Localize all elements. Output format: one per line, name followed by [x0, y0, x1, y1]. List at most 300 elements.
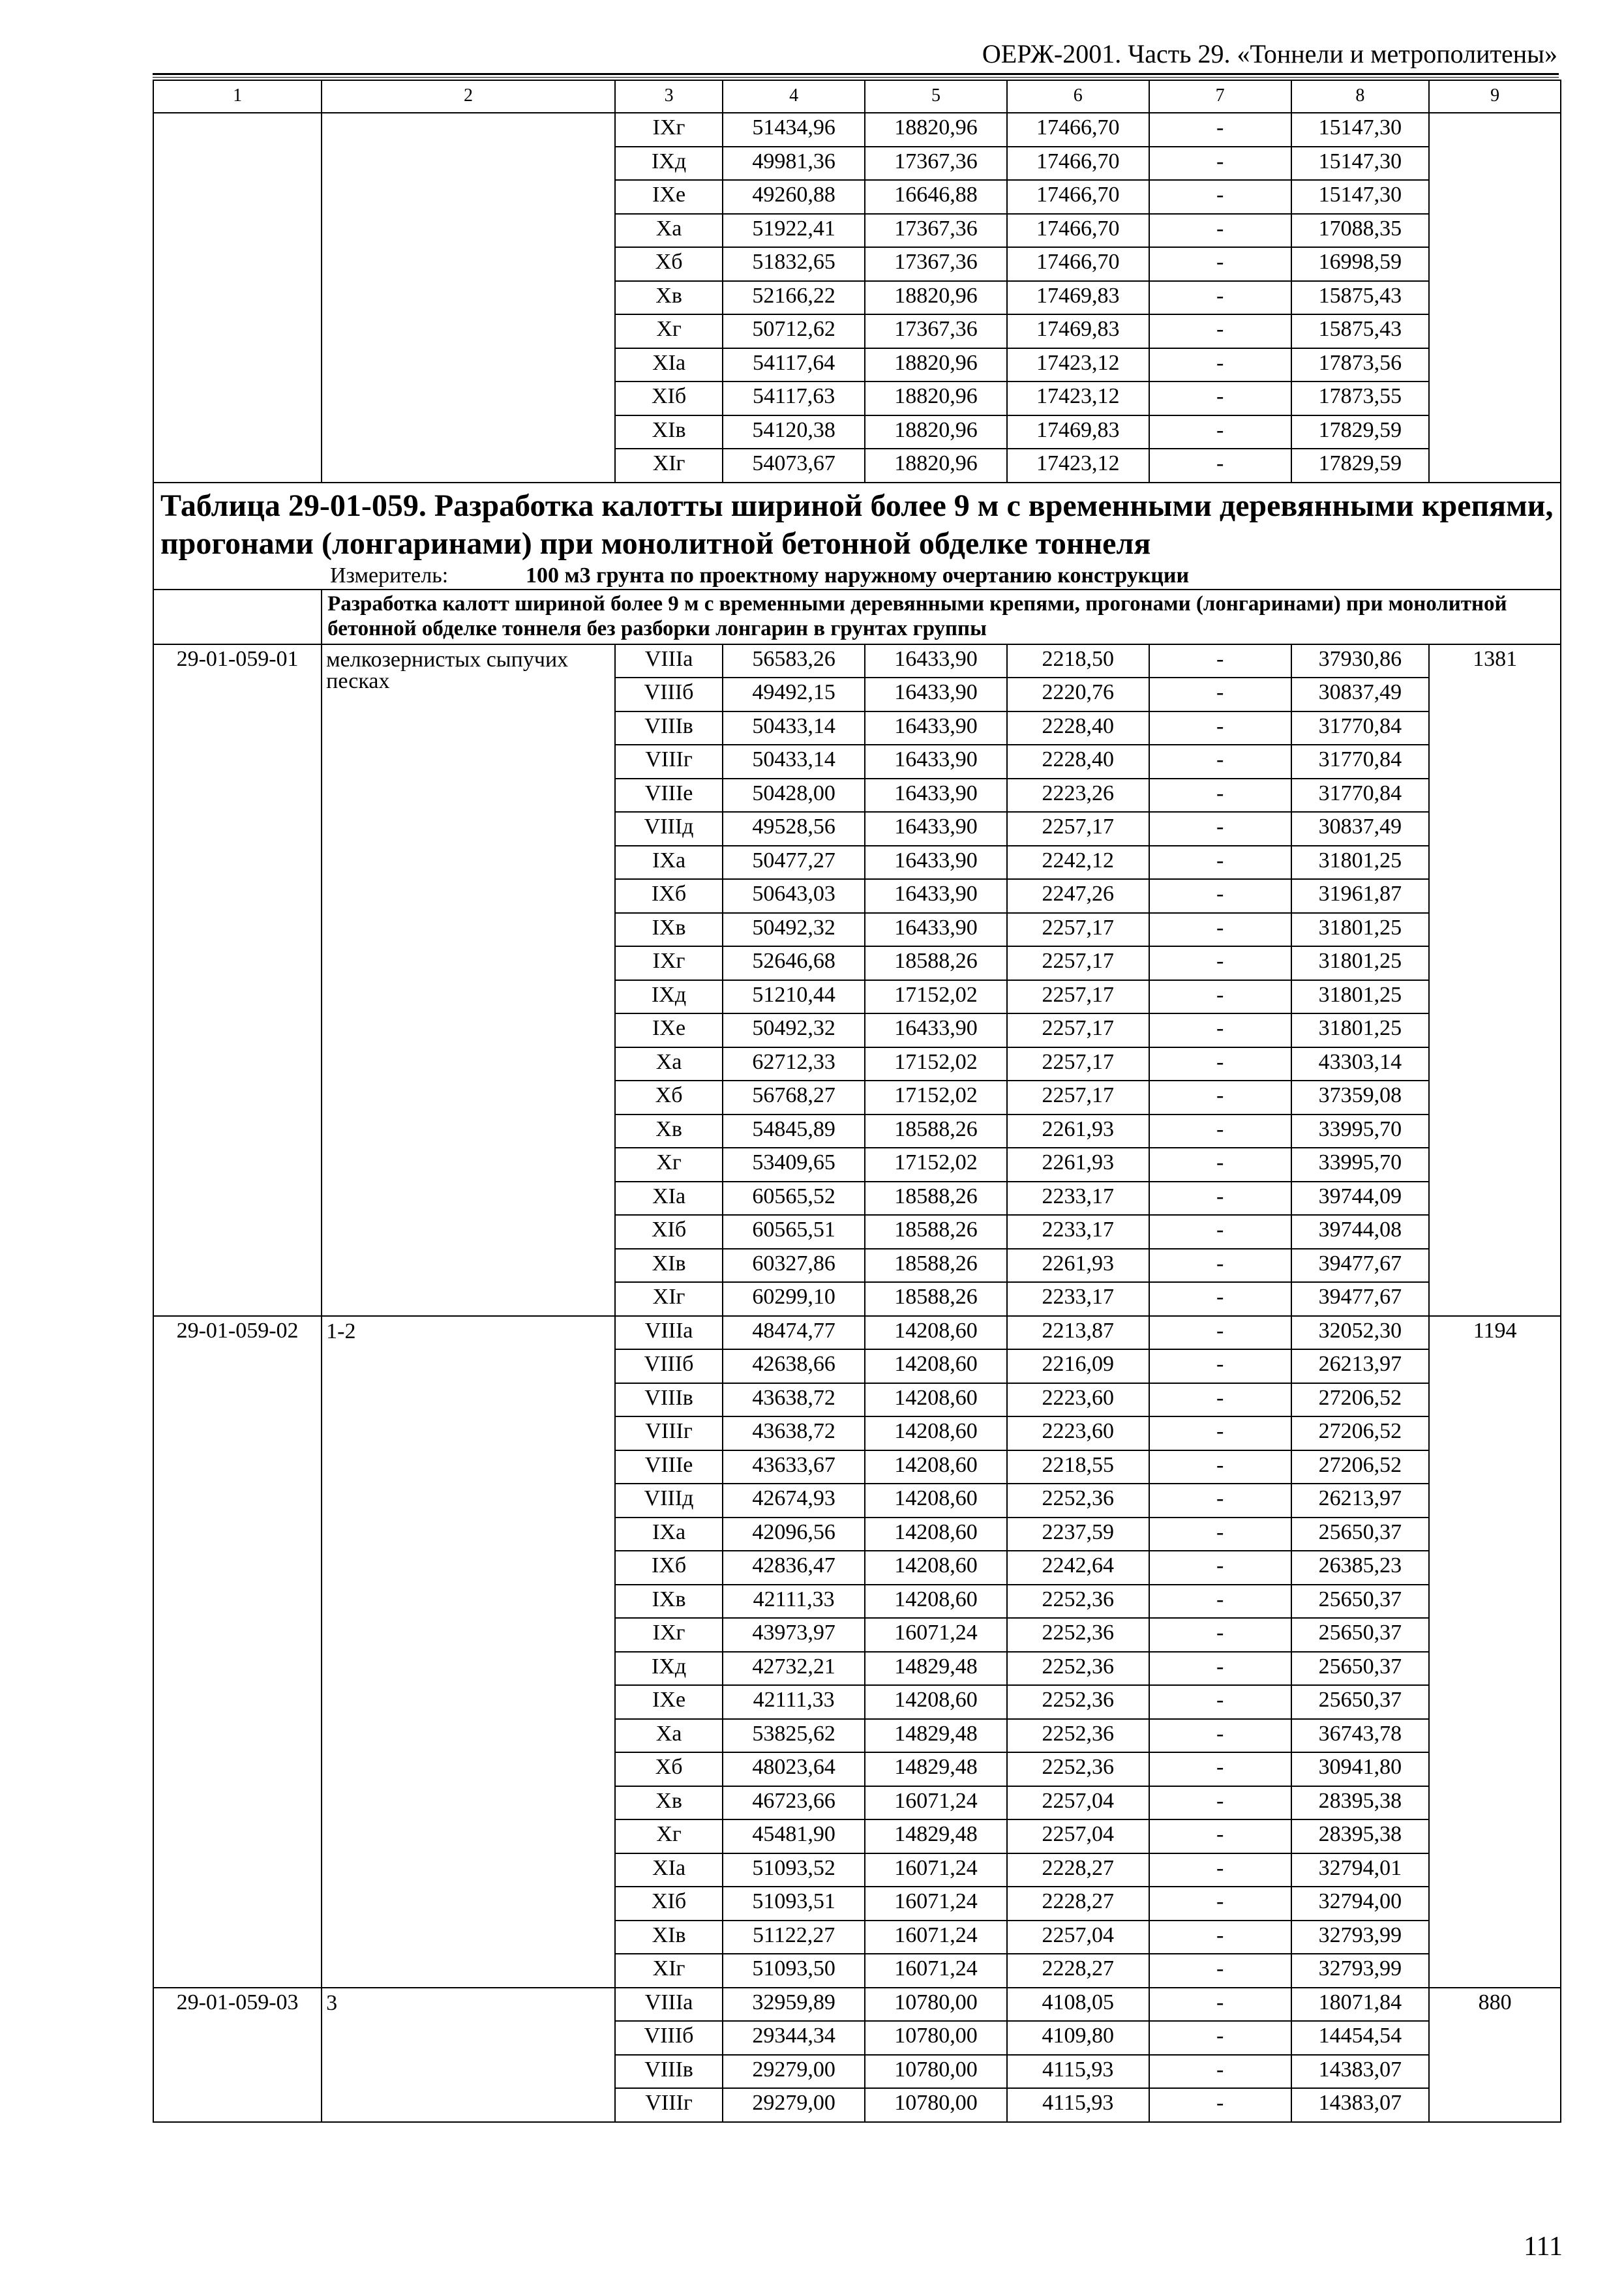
- driver-wages: -: [1149, 980, 1291, 1014]
- materials-cost: 17829,59: [1291, 449, 1430, 483]
- driver-wages: -: [1149, 1349, 1291, 1383]
- materials-cost: 39744,08: [1291, 1215, 1430, 1249]
- driver-wages: -: [1149, 1954, 1291, 1988]
- group-cell: VIIIд: [615, 1484, 723, 1518]
- machines-cost: 17466,70: [1007, 214, 1149, 248]
- materials-cost: 31961,87: [1291, 879, 1430, 913]
- labor-cost: 1194: [1429, 1316, 1561, 1988]
- machines-cost: 2252,36: [1007, 1618, 1149, 1652]
- materials-cost: 37930,86: [1291, 644, 1430, 678]
- total-cost: 54073,67: [723, 449, 865, 483]
- machines-cost: 2257,17: [1007, 1047, 1149, 1081]
- machines-cost: 2257,17: [1007, 946, 1149, 980]
- wages-cost: 10780,00: [865, 2055, 1007, 2089]
- wages-cost: 16433,90: [865, 879, 1007, 913]
- group-cell: VIIIе: [615, 1450, 723, 1484]
- driver-wages: -: [1149, 348, 1291, 382]
- total-cost: 62712,33: [723, 1047, 865, 1081]
- group-cell: XIв: [615, 415, 723, 449]
- wages-cost: 14208,60: [865, 1518, 1007, 1551]
- materials-cost: 28395,38: [1291, 1786, 1430, 1820]
- machines-cost: 2242,64: [1007, 1551, 1149, 1585]
- wages-cost: 14208,60: [865, 1316, 1007, 1350]
- group-cell: IXе: [615, 1685, 723, 1719]
- wages-cost: 18588,26: [865, 1182, 1007, 1216]
- total-cost: 43638,72: [723, 1383, 865, 1417]
- page-number: 111: [1524, 2232, 1563, 2262]
- wages-cost: 14829,48: [865, 1819, 1007, 1853]
- driver-wages: -: [1149, 846, 1291, 880]
- group-cell: Xв: [615, 1115, 723, 1148]
- machines-cost: 2218,55: [1007, 1450, 1149, 1484]
- driver-wages: -: [1149, 1988, 1291, 2022]
- group-cell: IXе: [615, 1013, 723, 1047]
- machines-cost: 2257,17: [1007, 1081, 1149, 1115]
- group-cell: Xв: [615, 1786, 723, 1820]
- materials-cost: 28395,38: [1291, 1819, 1430, 1853]
- rate-description: 1-2: [322, 1316, 615, 1988]
- total-cost: 50492,32: [723, 913, 865, 947]
- wages-cost: 18820,96: [865, 449, 1007, 483]
- total-cost: 50428,00: [723, 779, 865, 813]
- materials-cost: 31801,25: [1291, 946, 1430, 980]
- machines-cost: 17466,70: [1007, 113, 1149, 147]
- driver-wages: -: [1149, 2088, 1291, 2122]
- header-rule-thin: [153, 77, 1559, 78]
- rate-description: 3: [322, 1988, 615, 2122]
- group-cell: XIг: [615, 1954, 723, 1988]
- group-cell: IXд: [615, 147, 723, 181]
- materials-cost: 39477,67: [1291, 1249, 1430, 1283]
- wages-cost: 16646,88: [865, 180, 1007, 214]
- materials-cost: 37359,08: [1291, 1081, 1430, 1115]
- wages-cost: 18820,96: [865, 281, 1007, 315]
- total-cost: 53825,62: [723, 1719, 865, 1753]
- materials-cost: 16998,59: [1291, 247, 1430, 281]
- total-cost: 50643,03: [723, 879, 865, 913]
- wages-cost: 14208,60: [865, 1383, 1007, 1417]
- driver-wages: -: [1149, 678, 1291, 711]
- materials-cost: 31770,84: [1291, 779, 1430, 813]
- materials-cost: 25650,37: [1291, 1652, 1430, 1686]
- wages-cost: 14208,60: [865, 1349, 1007, 1383]
- materials-cost: 15147,30: [1291, 113, 1430, 147]
- total-cost: 60299,10: [723, 1282, 865, 1316]
- materials-cost: 17829,59: [1291, 415, 1430, 449]
- machines-cost: 2218,50: [1007, 644, 1149, 678]
- machines-cost: 2252,36: [1007, 1719, 1149, 1753]
- group-cell: IXг: [615, 1618, 723, 1652]
- machines-cost: 17466,70: [1007, 247, 1149, 281]
- group-cell: XIв: [615, 1921, 723, 1954]
- materials-cost: 27206,52: [1291, 1450, 1430, 1484]
- driver-wages: -: [1149, 779, 1291, 813]
- wages-cost: 16433,90: [865, 812, 1007, 846]
- driver-wages: -: [1149, 1450, 1291, 1484]
- machines-cost: 2242,12: [1007, 846, 1149, 880]
- group-cell: IXб: [615, 1551, 723, 1585]
- driver-wages: -: [1149, 2055, 1291, 2089]
- total-cost: 49260,88: [723, 180, 865, 214]
- driver-wages: -: [1149, 1618, 1291, 1652]
- total-cost: 43973,97: [723, 1618, 865, 1652]
- machines-cost: 2216,09: [1007, 1349, 1149, 1383]
- materials-cost: 31801,25: [1291, 980, 1430, 1014]
- group-cell: VIIIв: [615, 2055, 723, 2089]
- machines-cost: 2228,40: [1007, 745, 1149, 779]
- wages-cost: 10780,00: [865, 2021, 1007, 2055]
- total-cost: 50433,14: [723, 711, 865, 745]
- wages-cost: 18588,26: [865, 1215, 1007, 1249]
- machines-cost: 2220,76: [1007, 678, 1149, 711]
- materials-cost: 18071,84: [1291, 1988, 1430, 2022]
- group-cell: Xб: [615, 1081, 723, 1115]
- machines-cost: 2223,26: [1007, 779, 1149, 813]
- driver-wages: -: [1149, 1719, 1291, 1753]
- total-cost: 43633,67: [723, 1450, 865, 1484]
- group-cell: Xб: [615, 1752, 723, 1786]
- wages-cost: 17367,36: [865, 147, 1007, 181]
- group-cell: IXе: [615, 180, 723, 214]
- wages-cost: 14208,60: [865, 1450, 1007, 1484]
- machines-cost: 4108,05: [1007, 1988, 1149, 2022]
- wages-cost: 18588,26: [865, 946, 1007, 980]
- wages-cost: 18820,96: [865, 113, 1007, 147]
- subheader-text: Разработка калотт шириной более 9 м с временными деревянными крепями, прогонами (лонгаринами) при монолитной бетонной обделке тоннеля без разборки лонгарин в грунтах группы: [322, 590, 1561, 644]
- driver-wages: -: [1149, 812, 1291, 846]
- page-header: ОЕРЖ-2001. Часть 29. «Тоннели и метрополитены»: [982, 39, 1557, 68]
- total-cost: 29344,34: [723, 2021, 865, 2055]
- driver-wages: -: [1149, 711, 1291, 745]
- machines-cost: 17469,83: [1007, 314, 1149, 348]
- group-cell: VIIIб: [615, 678, 723, 711]
- unit-row: [330, 563, 1554, 589]
- driver-wages: -: [1149, 1316, 1291, 1350]
- driver-wages: -: [1149, 1182, 1291, 1216]
- total-cost: 51093,51: [723, 1887, 865, 1921]
- table-row: [153, 1988, 1561, 2022]
- total-cost: 48474,77: [723, 1316, 865, 1350]
- driver-wages: -: [1149, 147, 1291, 181]
- materials-cost: 17873,55: [1291, 382, 1430, 415]
- machines-cost: 4115,93: [1007, 2088, 1149, 2122]
- driver-wages: -: [1149, 2021, 1291, 2055]
- driver-wages: -: [1149, 946, 1291, 980]
- wages-cost: 16071,24: [865, 1887, 1007, 1921]
- column-header: 5: [865, 80, 1007, 113]
- wages-cost: 16433,90: [865, 913, 1007, 947]
- total-cost: 49528,56: [723, 812, 865, 846]
- group-cell: IXг: [615, 113, 723, 147]
- materials-cost: 15875,43: [1291, 314, 1430, 348]
- total-cost: 42096,56: [723, 1518, 865, 1551]
- machines-cost: 2228,27: [1007, 1887, 1149, 1921]
- column-header: 1: [153, 80, 322, 113]
- machines-cost: 2213,87: [1007, 1316, 1149, 1350]
- total-cost: 52646,68: [723, 946, 865, 980]
- rate-code: 29-01-059-01: [153, 644, 322, 1316]
- driver-wages: -: [1149, 113, 1291, 147]
- materials-cost: 32052,30: [1291, 1316, 1430, 1350]
- materials-cost: 36743,78: [1291, 1719, 1430, 1753]
- wages-cost: 17152,02: [865, 1148, 1007, 1182]
- wages-cost: 16071,24: [865, 1921, 1007, 1954]
- driver-wages: -: [1149, 1853, 1291, 1887]
- wages-cost: 14208,60: [865, 1585, 1007, 1619]
- driver-wages: -: [1149, 644, 1291, 678]
- materials-cost: 25650,37: [1291, 1585, 1430, 1619]
- group-cell: Xг: [615, 1819, 723, 1853]
- table-body: [153, 80, 1561, 2122]
- group-cell: XIв: [615, 1249, 723, 1283]
- wages-cost: 18820,96: [865, 415, 1007, 449]
- total-cost: 49981,36: [723, 147, 865, 181]
- group-cell: VIIIг: [615, 745, 723, 779]
- group-cell: VIIIв: [615, 711, 723, 745]
- wages-cost: 16071,24: [865, 1618, 1007, 1652]
- machines-cost: 17469,83: [1007, 281, 1149, 315]
- group-cell: Xв: [615, 281, 723, 315]
- driver-wages: -: [1149, 1383, 1291, 1417]
- materials-cost: 30941,80: [1291, 1752, 1430, 1786]
- wages-cost: 14208,60: [865, 1551, 1007, 1585]
- materials-cost: 43303,14: [1291, 1047, 1430, 1081]
- wages-cost: 14829,48: [865, 1719, 1007, 1753]
- total-cost: 29279,00: [723, 2088, 865, 2122]
- wages-cost: 17152,02: [865, 980, 1007, 1014]
- driver-wages: -: [1149, 1551, 1291, 1585]
- machines-cost: 2252,36: [1007, 1685, 1149, 1719]
- column-header: 8: [1291, 80, 1430, 113]
- materials-cost: 17088,35: [1291, 214, 1430, 248]
- group-cell: XIа: [615, 348, 723, 382]
- machines-cost: 17423,12: [1007, 348, 1149, 382]
- wages-cost: 16433,90: [865, 846, 1007, 880]
- group-cell: VIIIг: [615, 2088, 723, 2122]
- total-cost: 49492,15: [723, 678, 865, 711]
- group-cell: XIа: [615, 1853, 723, 1887]
- driver-wages: -: [1149, 1115, 1291, 1148]
- driver-wages: -: [1149, 415, 1291, 449]
- group-cell: IXа: [615, 846, 723, 880]
- machines-cost: 2252,36: [1007, 1652, 1149, 1686]
- driver-wages: -: [1149, 449, 1291, 483]
- group-cell: Xа: [615, 214, 723, 248]
- total-cost: 46723,66: [723, 1786, 865, 1820]
- machines-cost: 2261,93: [1007, 1115, 1149, 1148]
- driver-wages: -: [1149, 1921, 1291, 1954]
- group-cell: IXд: [615, 1652, 723, 1686]
- machines-cost: 2233,17: [1007, 1182, 1149, 1216]
- materials-cost: 30837,49: [1291, 812, 1430, 846]
- total-cost: 29279,00: [723, 2055, 865, 2089]
- driver-wages: -: [1149, 1249, 1291, 1283]
- total-cost: 60565,51: [723, 1215, 865, 1249]
- table-row: [153, 1316, 1561, 1350]
- total-cost: 51093,52: [723, 1853, 865, 1887]
- wages-cost: 17367,36: [865, 247, 1007, 281]
- total-cost: 53409,65: [723, 1148, 865, 1182]
- total-cost: 42638,66: [723, 1349, 865, 1383]
- total-cost: 32959,89: [723, 1988, 865, 2022]
- driver-wages: -: [1149, 1484, 1291, 1518]
- wages-cost: 14208,60: [865, 1685, 1007, 1719]
- materials-cost: 31770,84: [1291, 711, 1430, 745]
- total-cost: 60565,52: [723, 1182, 865, 1216]
- labor-cost: 1381: [1429, 644, 1561, 1316]
- wages-cost: 16071,24: [865, 1853, 1007, 1887]
- materials-cost: 31801,25: [1291, 1013, 1430, 1047]
- materials-cost: 31770,84: [1291, 745, 1430, 779]
- machines-cost: 2252,36: [1007, 1752, 1149, 1786]
- column-header: 6: [1007, 80, 1149, 113]
- materials-cost: 17873,56: [1291, 348, 1430, 382]
- driver-wages: -: [1149, 1685, 1291, 1719]
- wages-cost: 16433,90: [865, 711, 1007, 745]
- machines-cost: 4115,93: [1007, 2055, 1149, 2089]
- total-cost: 42111,33: [723, 1585, 865, 1619]
- total-cost: 51210,44: [723, 980, 865, 1014]
- driver-wages: -: [1149, 1887, 1291, 1921]
- total-cost: 52166,22: [723, 281, 865, 315]
- driver-wages: -: [1149, 913, 1291, 947]
- group-cell: XIа: [615, 1182, 723, 1216]
- unit-value: 100 м3 грунта по проектному наружному очертанию конструкции: [526, 563, 1190, 588]
- table-row: [153, 113, 1561, 147]
- rate-code: 29-01-059-02: [153, 1316, 322, 1988]
- machines-cost: 2223,60: [1007, 1416, 1149, 1450]
- wages-cost: 10780,00: [865, 2088, 1007, 2122]
- unit-label: Измеритель:: [330, 563, 449, 588]
- machines-cost: 2252,36: [1007, 1585, 1149, 1619]
- wages-cost: 18820,96: [865, 348, 1007, 382]
- total-cost: 45481,90: [723, 1819, 865, 1853]
- machines-cost: 2257,17: [1007, 913, 1149, 947]
- materials-cost: 14383,07: [1291, 2088, 1430, 2122]
- driver-wages: -: [1149, 1215, 1291, 1249]
- driver-wages: -: [1149, 1081, 1291, 1115]
- group-cell: VIIIб: [615, 2021, 723, 2055]
- group-cell: Xа: [615, 1719, 723, 1753]
- total-cost: 43638,72: [723, 1416, 865, 1450]
- group-cell: Xг: [615, 314, 723, 348]
- wages-cost: 16071,24: [865, 1786, 1007, 1820]
- column-header-row: [153, 80, 1561, 113]
- group-cell: IXа: [615, 1518, 723, 1551]
- driver-wages: -: [1149, 1585, 1291, 1619]
- group-cell: VIIIг: [615, 1416, 723, 1450]
- column-header: 7: [1149, 80, 1291, 113]
- materials-cost: 25650,37: [1291, 1618, 1430, 1652]
- group-cell: XIг: [615, 449, 723, 483]
- subheader-row: [153, 590, 1561, 644]
- total-cost: 48023,64: [723, 1752, 865, 1786]
- group-cell: Xб: [615, 247, 723, 281]
- wages-cost: 18820,96: [865, 382, 1007, 415]
- materials-cost: 25650,37: [1291, 1518, 1430, 1551]
- materials-cost: 14383,07: [1291, 2055, 1430, 2089]
- wages-cost: 17367,36: [865, 214, 1007, 248]
- group-cell: VIIIа: [615, 1316, 723, 1350]
- total-cost: 50477,27: [723, 846, 865, 880]
- machines-cost: 2261,93: [1007, 1148, 1149, 1182]
- rate-code: 29-01-059-03: [153, 1988, 322, 2122]
- driver-wages: -: [1149, 879, 1291, 913]
- group-cell: VIIIд: [615, 812, 723, 846]
- group-cell: XIг: [615, 1282, 723, 1316]
- wages-cost: 14208,60: [865, 1484, 1007, 1518]
- materials-cost: 15147,30: [1291, 147, 1430, 181]
- driver-wages: -: [1149, 1752, 1291, 1786]
- materials-cost: 25650,37: [1291, 1685, 1430, 1719]
- wages-cost: 14208,60: [865, 1416, 1007, 1450]
- materials-cost: 15875,43: [1291, 281, 1430, 315]
- col9-cell-empty: [1429, 113, 1561, 483]
- table-row: [153, 644, 1561, 678]
- machines-cost: 17423,12: [1007, 382, 1149, 415]
- column-header: 4: [723, 80, 865, 113]
- total-cost: 42836,47: [723, 1551, 865, 1585]
- total-cost: 42732,21: [723, 1652, 865, 1686]
- driver-wages: -: [1149, 1148, 1291, 1182]
- driver-wages: -: [1149, 1786, 1291, 1820]
- total-cost: 42674,93: [723, 1484, 865, 1518]
- wages-cost: 17367,36: [865, 314, 1007, 348]
- materials-cost: 39477,67: [1291, 1282, 1430, 1316]
- materials-cost: 32794,01: [1291, 1853, 1430, 1887]
- driver-wages: -: [1149, 745, 1291, 779]
- machines-cost: 2257,17: [1007, 1013, 1149, 1047]
- driver-wages: -: [1149, 1282, 1291, 1316]
- materials-cost: 31801,25: [1291, 913, 1430, 947]
- machines-cost: 2228,27: [1007, 1954, 1149, 1988]
- machines-cost: 2228,27: [1007, 1853, 1149, 1887]
- wages-cost: 10780,00: [865, 1988, 1007, 2022]
- machines-cost: 17423,12: [1007, 449, 1149, 483]
- total-cost: 51093,50: [723, 1954, 865, 1988]
- materials-cost: 26385,23: [1291, 1551, 1430, 1585]
- wages-cost: 17152,02: [865, 1047, 1007, 1081]
- group-cell: Xг: [615, 1148, 723, 1182]
- machines-cost: 2228,40: [1007, 711, 1149, 745]
- machines-cost: 4109,80: [1007, 2021, 1149, 2055]
- total-cost: 60327,86: [723, 1249, 865, 1283]
- table-title-row: [153, 483, 1561, 590]
- driver-wages: -: [1149, 214, 1291, 248]
- total-cost: 56583,26: [723, 644, 865, 678]
- machines-cost: 2223,60: [1007, 1383, 1149, 1417]
- wages-cost: 16433,90: [865, 644, 1007, 678]
- driver-wages: -: [1149, 1819, 1291, 1853]
- total-cost: 51832,65: [723, 247, 865, 281]
- driver-wages: -: [1149, 247, 1291, 281]
- group-cell: XIб: [615, 1887, 723, 1921]
- group-cell: VIIIб: [615, 1349, 723, 1383]
- table-title: Таблица 29-01-059. Разработка калотты шириной более 9 м с временными деревянными крепями, прогонами (лонгаринами) при монолитной бетонной обделке тоннеля: [160, 488, 1554, 561]
- wages-cost: 18588,26: [865, 1115, 1007, 1148]
- machines-cost: 2261,93: [1007, 1249, 1149, 1283]
- materials-cost: 14454,54: [1291, 2021, 1430, 2055]
- machines-cost: 17466,70: [1007, 180, 1149, 214]
- driver-wages: -: [1149, 1518, 1291, 1551]
- driver-wages: -: [1149, 314, 1291, 348]
- materials-cost: 27206,52: [1291, 1416, 1430, 1450]
- total-cost: 50712,62: [723, 314, 865, 348]
- total-cost: 50492,32: [723, 1013, 865, 1047]
- group-cell: VIIIа: [615, 644, 723, 678]
- group-cell: VIIIе: [615, 779, 723, 813]
- group-cell: XIб: [615, 1215, 723, 1249]
